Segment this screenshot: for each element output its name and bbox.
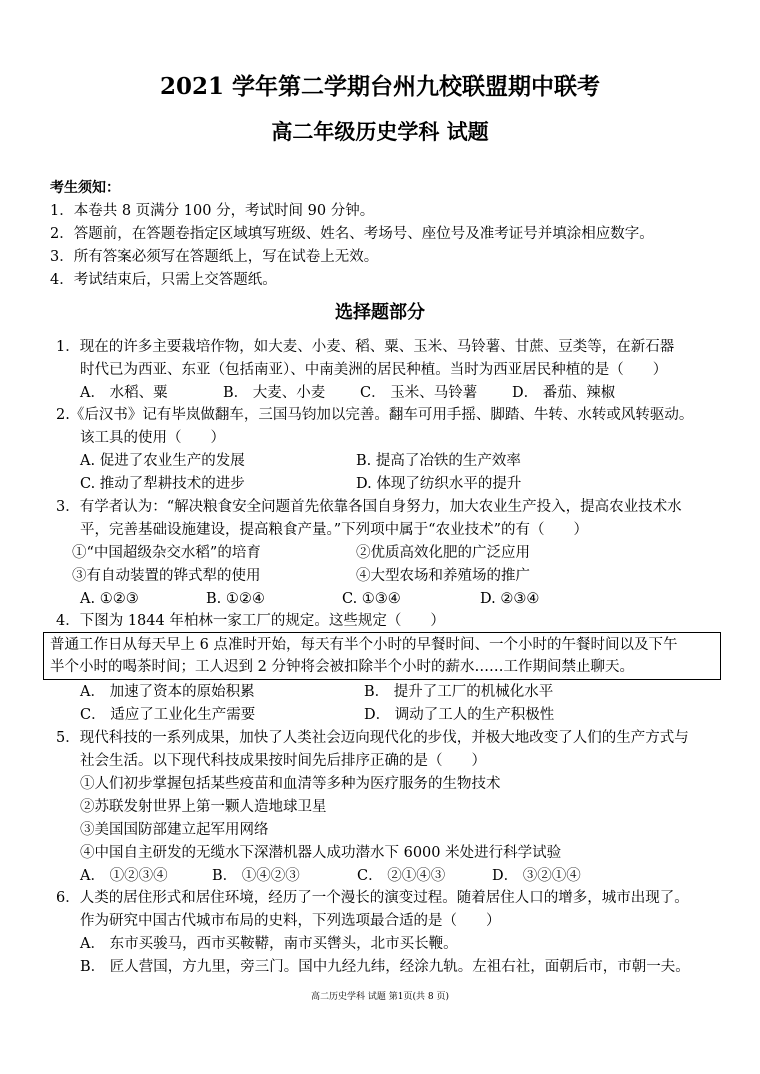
page-footer: 高二历史学科 试题 第1页(共 8 页) <box>311 992 449 1002</box>
exam-title: 2021 学年第二学期台州九校联盟期中联考 <box>159 73 601 100</box>
question-6-stem: 6．人类的居住形式和居住环境，经历了一个漫长的演变过程。随着居住人口的增多，城市出现了。 <box>56 890 689 906</box>
question-5-option-a: A． ①②③④ <box>80 868 168 884</box>
question-5-item: ③美国国防部建立起军用网络 <box>80 822 269 838</box>
question-3-option-b: B. ①②④ <box>206 591 265 607</box>
question-1-option-d: D． 番茄、辣椒 <box>512 385 616 401</box>
question-3-option-c: C. ①③④ <box>342 591 401 607</box>
question-3-item: ②优质高效化肥的广泛应用 <box>356 545 530 561</box>
question-2-option-a: A. 促进了农业生产的发展 <box>80 453 245 469</box>
question-5-option-d: D． ③②①④ <box>492 868 581 884</box>
question-1-option-b: B． 大麦、小麦 <box>223 385 326 401</box>
question-2-option-d: D. 体现了纺织水平的提升 <box>356 476 522 492</box>
question-4-option-c: C． 适应了工业化生产需要 <box>80 707 256 723</box>
notice-item: 3．所有答案必须写在答题纸上，写在试卷上无效。 <box>50 249 379 265</box>
question-6-option-a: A． 东市买骏马，西市买鞍鞯，南市买辔头，北市买长鞭。 <box>80 936 458 952</box>
question-1-option-c: C． 玉米、马铃薯 <box>360 385 478 401</box>
question-4-stem: 4．下图为 1844 年柏林一家工厂的规定。这些规定（ ） <box>56 613 445 629</box>
question-1-option-a: A． 水稻、粟 <box>80 385 168 401</box>
question-1-stem: 时代已为西亚、东亚（包括南亚）、中南美洲的居民种植。当时为西亚居民种植的是（ ） <box>80 362 668 378</box>
question-2-stem: 该工具的使用（ ） <box>80 430 225 446</box>
question-3-item: ③有自动装置的铧式犁的使用 <box>72 568 261 584</box>
question-5-item: ①人们初步掌握包括某些疫苗和血清等多种为医疗服务的生物技术 <box>80 776 501 792</box>
factory-rules-text: 普通工作日从每天早上 6 点准时开始，每天有半个小时的早餐时间、一个小时的午餐时间以及下午 <box>50 637 678 653</box>
question-3-option-d: D. ②③④ <box>480 591 540 607</box>
question-4-option-a: A． 加速了资本的原始积累 <box>80 684 255 700</box>
question-2-option-b: B. 提高了冶铁的生产效率 <box>356 453 521 469</box>
question-2-option-c: C. 推动了犁耕技术的进步 <box>80 476 245 492</box>
question-4-option-b: B． 提升了工厂的机械化水平 <box>364 684 554 700</box>
question-5-stem: 社会生活。以下现代科技成果按时间先后排序正确的是（ ） <box>80 753 486 769</box>
question-5-stem: 5．现代科技的一系列成果，加快了人类社会迈向现代化的步伐，并极大地改变了人们的生产方式与 <box>56 730 689 746</box>
question-1-stem: 1．现在的许多主要栽培作物，如大麦、小麦、稻、粟、玉米、马铃薯、甘蔗、豆类等，在新石器 <box>56 339 675 355</box>
question-3-stem: 平，完善基础设施建设，提高粮食产量。”下列项中属于“农业技术”的有（ ） <box>80 522 588 538</box>
question-5-item: ②苏联发射世界上第一颗人造地球卫星 <box>80 799 327 815</box>
question-6-stem: 作为研究中国古代城市布局的史料，下列选项最合适的是（ ） <box>80 913 501 929</box>
notice-item: 1．本卷共 8 页满分 100 分，考试时间 90 分钟。 <box>50 203 375 219</box>
question-4-option-d: D． 调动了工人的生产积极性 <box>364 707 555 723</box>
notice-heading: 考生须知： <box>50 180 120 196</box>
notice-item: 4．考试结束后，只需上交答题纸。 <box>50 272 277 288</box>
question-3-option-a: A. ①②③ <box>80 591 139 607</box>
question-3-stem: 3．有学者认为：“解决粮食安全问题首先依靠各国自身努力，加大农业生产投入，提高农业技术水 <box>56 499 682 515</box>
question-3-item: ①“中国超级杂交水稻”的培育 <box>72 545 261 561</box>
section-title: 选择题部分 <box>335 302 425 323</box>
notice-item: 2．答题前，在答题卷指定区域填写班级、姓名、考场号、座位号及准考证号并填涂相应数字。 <box>50 226 654 242</box>
question-5-item: ④中国自主研发的无缆水下深潜机器人成功潜水下 6000 米处进行科学试验 <box>80 845 562 861</box>
question-5-option-c: C． ②①④③ <box>357 868 446 884</box>
factory-rules-text: 半个小时的喝茶时间；工人迟到 2 分钟将会被扣除半个小时的薪水……工作期间禁止聊天。 <box>50 659 634 675</box>
exam-subtitle: 高二年级历史学科 试题 <box>271 119 489 144</box>
question-6-option-b: B． 匠人营国，方九里，旁三门。国中九经九纬，经涂九轨。左祖右社，面朝后市，市朝一夫。 <box>80 959 690 975</box>
question-2-stem: 2.《后汉书》记有毕岚做翻车，三国马钧加以完善。翻车可用手摇、脚踏、牛转、水转或风转驱动。 <box>56 407 694 423</box>
question-5-option-b: B． ①④②③ <box>212 868 300 884</box>
question-3-item: ④大型农场和养殖场的推广 <box>356 568 530 584</box>
